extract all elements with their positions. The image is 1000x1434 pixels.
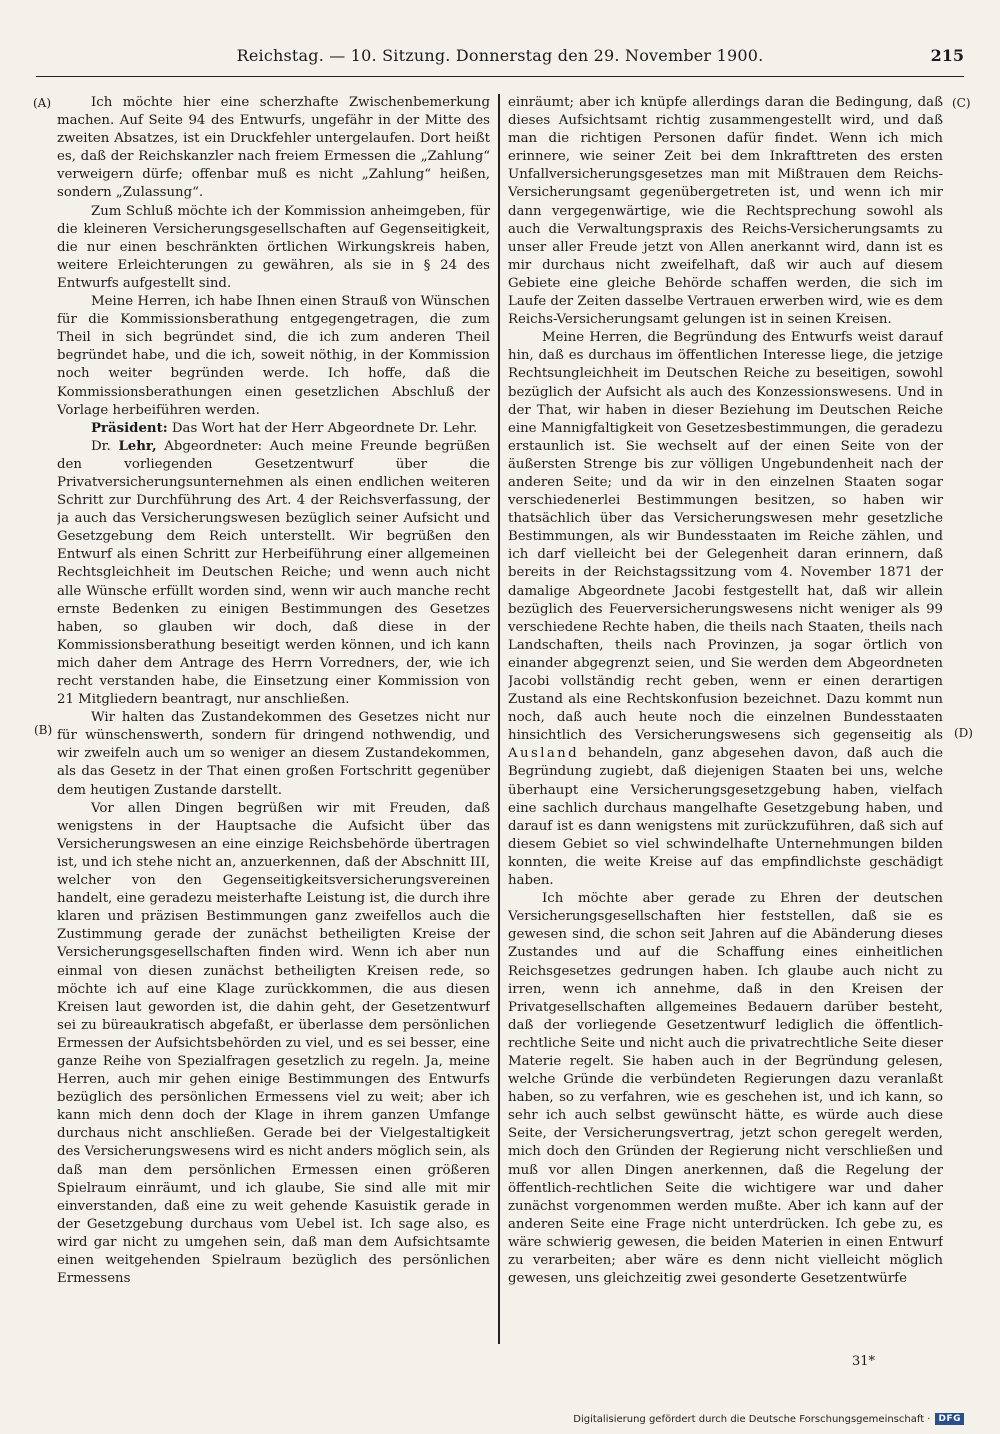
- running-title: Reichstag. — 10. Sitzung. Donnerstag den 29. November 1900.: [236, 46, 764, 65]
- speaker-lehr: Lehr,: [118, 438, 157, 454]
- paragraph-text: Das Wort hat der Herr Abgeordnete Dr. Lehr.: [171, 420, 478, 436]
- paragraph-text: Abgeordneter: Auch meine Freunde begrüßen den vorliegenden Gesetzentwurf über die Privatversicherungsunternehmen als einen endlichen weiteren Schritt zur Durchführung des Art. 4 der Reichsverfassung, der ja auch das Versicherungswesen bezüglich seiner Aufsicht und Gesetzgebung dem Reich unterstellt. Wir begrüßen den Entwurf als einen Schritt zur Herbeiführung einer allgemeinen Rechtsgleichheit im Deutschen Reiche; und wenn auch nicht alle Wünsche erfüllt worden sind, wenn wir auch manche recht ernste Bedenken zu einigen Bestimmungen des Gesetzes haben, so glauben wir doch, daß diese in der Kommissionsberathung beseitigt werden können, und ich kann mich daher dem Antrage des Herrn Vorredners, der, wie ich recht verstanden habe, die Einsetzung einer Kommission von 21 Mitgliedern beantragt, nur anschließen.: [57, 438, 490, 708]
- paragraph: Meine Herren, ich habe Ihnen einen Strauß von Wünschen für die Kommissionsberathung entgegengetragen, die zum Theil in sich begründet sind, die ich zum anderen Theil begründet habe, und die ich, soweit nöthig, in der Kommission noch weiter begründen werde. Ich hoffe, daß die Kommissionsberathungen einen gesetzlichen Abschluß der Vorlage herbeiführen werden.: [57, 294, 490, 418]
- emphasis-ausland: Ausland: [508, 746, 580, 762]
- left-column: [57, 94, 490, 1344]
- column-divider: [498, 94, 500, 1344]
- paragraph: Ich möchte aber gerade zu Ehren der deutschen Versicherungsgesellschaften hier feststellen, daß sie es gewesen sind, die schon seit Jahren auf die Abänderung dieses Zustandes und auf die Schaffung eines einheitlichen Reichsgesetzes gedrungen haben. Ich glaube auch nicht zu irren, wenn ich annehme, daß in den Kreisen der Privatgesellschaften allgemeines Bedauern darüber besteht, daß der vorliegende Gesetzentwurf lediglich die öffentlich-rechtliche Seite und nicht auch die privatrechtliche Seite dieser Materie regelt. Sie haben auch in der Begründung gelesen, welche Gründe die verbündeten Regierungen dazu veranlaßt haben, so zu verfahren, wie es geschehen ist, und ich kann, so sehr ich auch selbst gewünscht hätte, es würde auch diese Seite, der Versicherungsvertrag, jetzt schon geregelt werden, mich doch den Gründen der Regierung nicht verschließen und muß vor allen Dingen anerkennen, daß die Regelung der öffentlich-rechtlichen Seite die wichtigere war und daher zunächst vorgenommen werden mußte. Aber ich kann auf der anderen Seite eine Frage nicht unterdrücken. Ich gebe zu, es wäre schwierig gewesen, die beiden Materien in einen Entwurf zu verarbeiten; aber wäre es denn nicht vielleicht möglich gewesen, uns gleichzeitig zwei gesonderte Gesetzentwürfe: [508, 891, 943, 1287]
- dfg-logo: DFG: [935, 1413, 964, 1425]
- paragraph: Zum Schluß möchte ich der Kommission anheimgeben, für die kleineren Versicherungsgesellschaften auf Gegenseitigkeit, die nur einen beschränkten örtlichen Wirkungskreis haben, weitere Erleichterungen zu gewähren, als sie in § 24 des Entwurfs aufgestellt sind.: [57, 203, 490, 291]
- margin-mark-a: (A): [33, 96, 52, 110]
- paragraph-speech-lehr: [57, 438, 490, 709]
- margin-mark-d: (D): [954, 726, 973, 740]
- paragraph-president: [57, 420, 490, 438]
- paragraph-continued: einräumt; aber ich knüpfe allerdings daran die Bedingung, daß dieses Aufsichtsamt richtig zusammengestellt wird, und daß man die richtigen Personen dafür findet. Wenn ich mich erinnere, wie seiner Zeit bei dem Inkrafttreten des ersten Unfallversicherungsgesetzes man mit Mißtrauen dem Reichs-Versicherungsamt gegenübergetreten ist, und wenn ich mir dann vergegenwärtige, wie die Rechtsprechung sowohl als auch die Verwaltungspraxis des Reichs-Versicherungsamts zu unser aller Freude jetzt von Allen anerkannt wird, dann ist es mir durchaus nicht zweifelhaft, daß wir auch auf diesem Gebiete eine gleiche Behörde schaffen werden, die sich im Laufe der Zeiten dasselbe Vertrauen erwerben wird, wie es dem Reichs-Versicherungsamt gelungen ist in seinen Kreisen.: [508, 95, 943, 328]
- paragraph: Vor allen Dingen begrüßen wir mit Freuden, daß wenigstens in der Hauptsache die Aufsicht über das Versicherungswesen an eine einzige Reichsbehörde übertragen ist, und ich stehe nicht an, anzuerkennen, daß der Abschnitt III, welcher von den Gegenseitigkeitsversicherungsvereinen handelt, eine geradezu meisterhafte Leistung ist, die durch ihre klaren und präzisen Bestimmungen ganz zweifellos auch die Zustimmung gerade der zunächst betheiligten Kreise der Versicherungsgesellschaften finden wird. Wenn ich aber nun einmal von diesen zunächst betheiligten Kreisen rede, so möchte ich auf eine Klage zurückkommen, die aus diesen Kreisen laut geworden ist, die dahin geht, der Gesetzentwurf sei zu büreaukratisch abgefaßt, er überlasse dem persönlichen Ermessen der Aufsichtsbehörden zu viel, und es sei besser, eine ganze Reihe von Spezialfragen gesetzlich zu regeln. Ja, meine Herren, auch mir gehen einige Bestimmungen des Entwurfs bezüglich des persönlichen Ermessens viel zu weit; aber ich kann mich denn doch der Klage in ihrem ganzen Umfange durchaus nicht anschließen. Gerade bei der Vielgestaltigkeit des Versicherungswesens wird es nicht anders möglich sein, als daß man dem persönlichen Ermessen einen größeren Spielraum einräumt, und ich glaube, Sie sind alle mit mir einverstanden, daß eine zu weit gehende Kasuistik gerade in der Gesetzgebung durchaus vom Uebel ist. Ich sage also, es wird gar nicht zu umgehen sein, daß man dem Aufsichtsamte einen weitgehenden Spielraum bezüglich des persönlichen Ermessens: [57, 800, 490, 1287]
- footer-credit: [573, 1413, 964, 1425]
- paragraph: Wir halten das Zustandekommen des Gesetzes nicht nur für wünschenswerth, sondern für dringend nothwendig, und wir zweifeln auch um so weniger an diesem Zustandekommen, als das Gesetz in der That einen großen Fortschritt gegenüber dem heutigen Zustande darstellt.: [57, 710, 490, 798]
- credit-text: Digitalisierung gefördert durch die Deutsche Forschungsgemeinschaft ·: [573, 1413, 931, 1425]
- margin-mark-b: (B): [34, 723, 53, 737]
- signature-mark: 31*: [851, 1354, 875, 1369]
- speaker-president: Präsident:: [91, 420, 168, 436]
- page-number: 215: [930, 46, 964, 65]
- right-column: [508, 94, 943, 1344]
- paragraph-text: behandeln, ganz abgesehen davon, daß auch die Begründung zugiebt, daß diejenigen Staaten bei uns, welche überhaupt eine Versicherungsgesetzgebung haben, vielfach eine sachlich durchaus mangelhafte Gesetzgebung haben, und darauf ist es dann wenigstens mit zurückzuführen, daß sich auf diesem Gebiet so viel schwindelhafte Unternehmungen bilden konnten, die weite Kreise auf das empfindlichste geschädigt haben.: [508, 746, 943, 889]
- margin-mark-c: (C): [952, 96, 971, 110]
- page-header: [36, 42, 964, 77]
- paragraph: [508, 329, 943, 890]
- paragraph-text: Meine Herren, die Begründung des Entwurfs weist darauf hin, daß es durchaus im öffentlichen Interesse liege, die jetzige Rechtsungleichheit im Deutschen Reiche zu beseitigen, sowohl bezüglich der Aufsicht als auch des Konzessionswesens. Und in der That, wir haben in dieser Beziehung im Deutschen Reiche eine Mannigfaltigkeit von Gesetzesbestimmungen, die geradezu erstaunlich ist. Sie wechselt auf der einen Seite von der äußersten Strenge bis zur völligen Ungebundenheit nach der anderen Seite; und da wir in den einzelnen Staaten sogar verschiedenerlei Bestimmungen besitzen, so haben wir thatsächlich über das Versicherungswesen mehr gesetzliche Bestimmungen, als wir Bundesstaaten im Reiche zählen, und ich darf vielleicht bei der Gelegenheit daran erinnern, daß bereits in der Reichstagssitzung vom 4. November 1871 der damalige Abgeordnete Jacobi festgestellt hat, daß wir allein bezüglich des Feuerversicherungswesens nicht weniger als 99 verschiedene Rechte haben, die theils nach Staaten, theils nach Landschaften, theils nach Provinzen, ja sogar örtlich von einander abgegrenzt seien, und Sie werden dem Abgeordneten Jacobi vollständig recht geben, wenn er einen derartigen Zustand als eine Rechtskonfusion bezeichnet. Dazu kommt nun noch, daß auch heute noch die einzelnen Bundesstaaten hinsichtlich des Versicherungswesens sich gegenseitig als: [508, 330, 943, 744]
- paragraph: Ich möchte hier eine scherzhafte Zwischenbemerkung machen. Auf Seite 94 des Entwurfs, ungefähr in der Mitte des zweiten Absatzes, ist ein Druckfehler untergelaufen. Dort heißt es, daß der Reichskanzler nach freiem Ermessen die „Zahlung“ verweigern dürfe; offenbar muß es nicht „Zahlung“ heißen, sondern „Zulassung“.: [57, 95, 490, 201]
- speaker-title: Dr.: [91, 438, 111, 454]
